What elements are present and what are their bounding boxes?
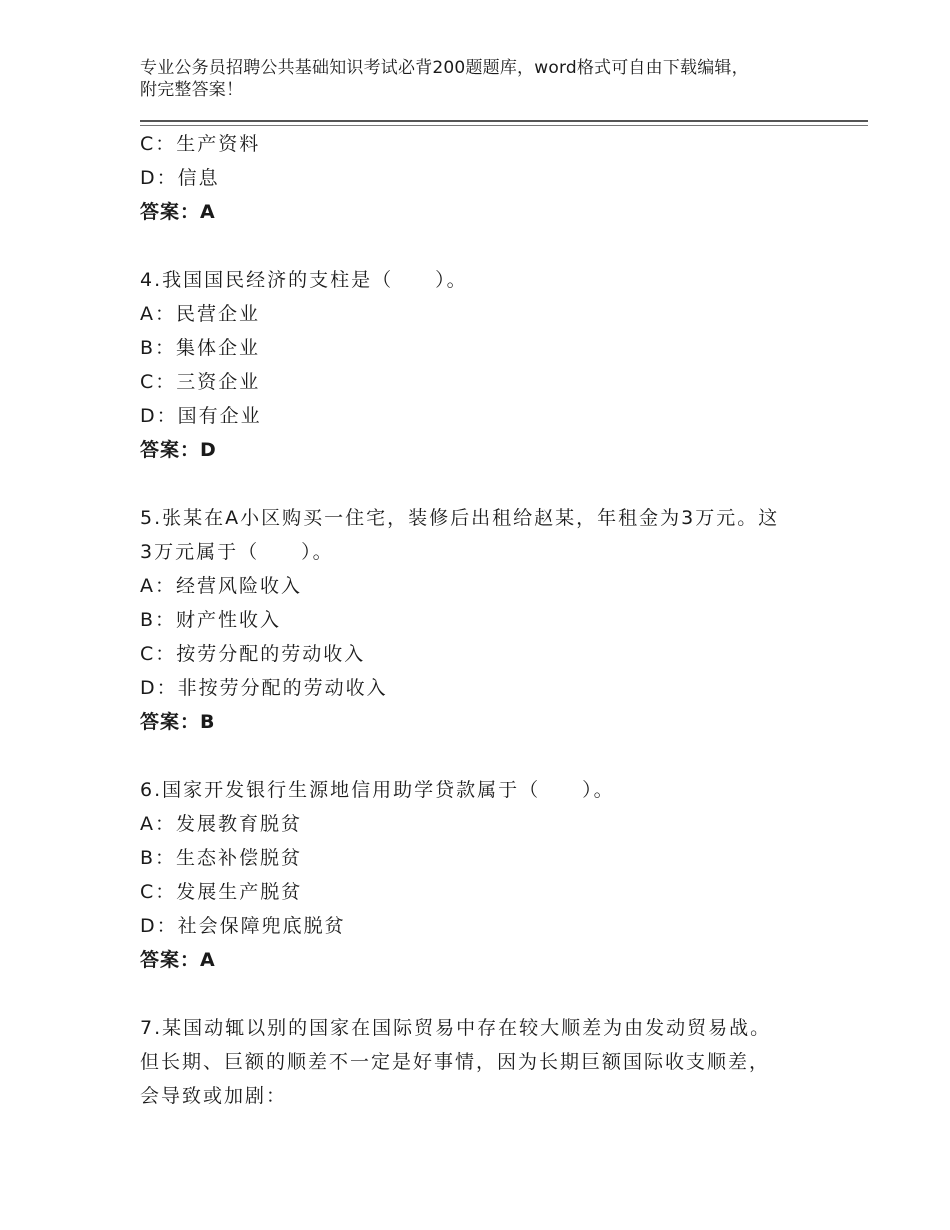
option-a: A：经营风险收入: [140, 575, 302, 597]
option-a: A：发展教育脱贫: [140, 813, 302, 835]
option-d: D：社会保障兜底脱贫: [140, 915, 346, 937]
question-list: [140, 127, 840, 1113]
page-header: [140, 57, 830, 101]
question-stem-line-2: 但长期、巨额的顺差不一定是好事情，因为长期巨额国际收支顺差，: [140, 1051, 771, 1073]
option-b: B：生态补偿脱贫: [140, 847, 303, 869]
header-line-1: 专业公务员招聘公共基础知识考试必背200题题库，word格式可自由下载编辑，: [140, 58, 749, 78]
question-stem-line-3: 会导致或加剧：: [140, 1085, 288, 1107]
question-4: [140, 263, 840, 467]
question-stem: 6.国家开发银行生源地信用助学贷款属于（ ）。: [140, 779, 615, 801]
question-stem-line-1: 5.张某在A小区购买一住宅，装修后出租给赵某，年租金为3万元。这: [140, 507, 780, 529]
question-stem-line-2: 3万元属于（ ）。: [140, 541, 334, 563]
header-divider-thin: [140, 125, 868, 126]
question-stem: 4.我国国民经济的支柱是（ ）。: [140, 269, 468, 291]
spacer: [140, 229, 840, 263]
option-c: C：发展生产脱贫: [140, 881, 303, 903]
question-stem-line-1: 7.某国动辄以别的国家在国际贸易中存在较大顺差为由发动贸易战。: [140, 1017, 772, 1039]
answer-line: 答案：A: [140, 949, 216, 971]
answer-line: 答案：B: [140, 711, 216, 733]
spacer: [140, 977, 840, 1011]
header-divider-thick: [140, 120, 868, 122]
option-d: D：信息: [140, 167, 220, 189]
option-d: D：非按劳分配的劳动收入: [140, 677, 388, 699]
question-7: [140, 1011, 840, 1113]
option-a: A：民营企业: [140, 303, 260, 325]
header-line-2: 附完整答案！: [140, 80, 244, 100]
question-6: [140, 773, 840, 977]
option-d: D：国有企业: [140, 405, 262, 427]
option-b: B：财产性收入: [140, 609, 282, 631]
spacer: [140, 467, 840, 501]
answer-line: 答案：D: [140, 439, 217, 461]
option-c: C：按劳分配的劳动收入: [140, 643, 366, 665]
option-b: B：集体企业: [140, 337, 261, 359]
option-c: C：生产资料: [140, 133, 261, 155]
answer-line: 答案：A: [140, 201, 216, 223]
option-c: C：三资企业: [140, 371, 261, 393]
spacer: [140, 739, 840, 773]
previous-question-tail: [140, 127, 840, 229]
question-5: [140, 501, 840, 739]
